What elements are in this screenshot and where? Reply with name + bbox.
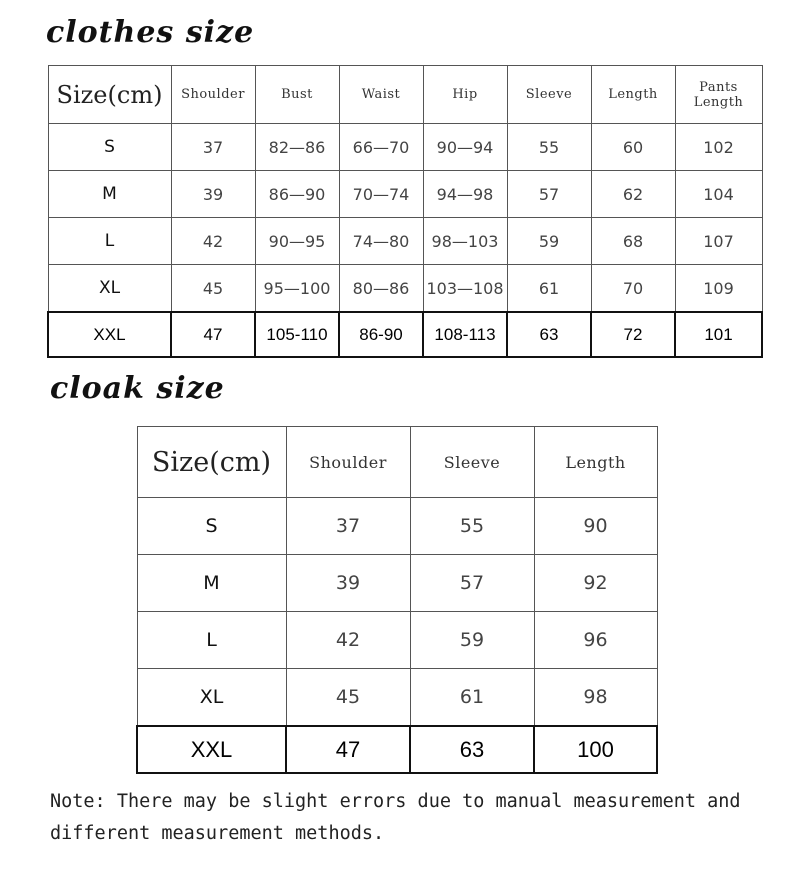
table-row: [48, 124, 762, 171]
table-cell: 98—103: [423, 218, 507, 265]
table-cell: 68: [591, 218, 675, 265]
table-cell: 103—108: [423, 265, 507, 313]
column-header: Shoulder: [286, 427, 410, 498]
table-cell: 101: [675, 312, 762, 357]
table-cell: 42: [286, 612, 410, 669]
table-cell: 70: [591, 265, 675, 313]
table-row: [137, 726, 657, 773]
column-header: Pants Length: [675, 66, 762, 124]
table-cell: 72: [591, 312, 675, 357]
table-cell: 109: [675, 265, 762, 313]
table-cell: XL: [48, 265, 171, 313]
table-cell: 37: [171, 124, 255, 171]
table-cell: 45: [286, 669, 410, 727]
table-cell: 86—90: [255, 171, 339, 218]
table-cell: 105-110: [255, 312, 339, 357]
table-cell: 107: [675, 218, 762, 265]
table-cell: 61: [410, 669, 534, 727]
table-cell: 59: [410, 612, 534, 669]
table-cell: 92: [534, 555, 657, 612]
table-cell: 57: [507, 171, 591, 218]
column-header: Shoulder: [171, 66, 255, 124]
column-header: Sleeve: [507, 66, 591, 124]
table-cell: S: [48, 124, 171, 171]
table-cell: 47: [171, 312, 255, 357]
table-row: [137, 669, 657, 727]
table-row: [137, 498, 657, 555]
table-cell: 100: [534, 726, 657, 773]
table-cell: 42: [171, 218, 255, 265]
table-row: [137, 555, 657, 612]
measurement-note: Note: There may be slight errors due to manual measurement and different measurement methods.: [50, 791, 741, 844]
table-cell: M: [137, 555, 286, 612]
table-cell: 39: [171, 171, 255, 218]
table-cell: 63: [507, 312, 591, 357]
table-cell: 57: [410, 555, 534, 612]
table-cell: 82—86: [255, 124, 339, 171]
column-header: Length: [534, 427, 657, 498]
table-cell: L: [137, 612, 286, 669]
table-header-row: [137, 427, 657, 498]
table-cell: XXL: [48, 312, 171, 357]
table-cell: 37: [286, 498, 410, 555]
column-header: Hip: [423, 66, 507, 124]
table-cell: 98: [534, 669, 657, 727]
table-header-row: [48, 66, 762, 124]
table-cell: M: [48, 171, 171, 218]
table-cell: 74—80: [339, 218, 423, 265]
table-cell: 90: [534, 498, 657, 555]
table-row: [48, 312, 762, 357]
table-row: [137, 612, 657, 669]
table-cell: 108-113: [423, 312, 507, 357]
cloak-size-title: cloak size: [50, 371, 225, 406]
table-cell: 47: [286, 726, 410, 773]
table-cell: 90—95: [255, 218, 339, 265]
table-cell: 62: [591, 171, 675, 218]
table-cell: 60: [591, 124, 675, 171]
table-cell: 95—100: [255, 265, 339, 313]
table-cell: 86-90: [339, 312, 423, 357]
table-row: [48, 171, 762, 218]
table-cell: 61: [507, 265, 591, 313]
table-cell: 45: [171, 265, 255, 313]
table-cell: 96: [534, 612, 657, 669]
table-cell: 55: [410, 498, 534, 555]
table-cell: S: [137, 498, 286, 555]
table-cell: XXL: [137, 726, 286, 773]
table-cell: 90—94: [423, 124, 507, 171]
table-cell: 66—70: [339, 124, 423, 171]
table-cell: 55: [507, 124, 591, 171]
table-cell: L: [48, 218, 171, 265]
table-cell: 70—74: [339, 171, 423, 218]
table-cell: 80—86: [339, 265, 423, 313]
table-cell: 39: [286, 555, 410, 612]
cloak-size-table: [136, 426, 658, 774]
table-cell: 102: [675, 124, 762, 171]
table-row: [48, 265, 762, 313]
table-cell: 63: [410, 726, 534, 773]
column-header: Size(cm): [48, 66, 171, 124]
table-row: [48, 218, 762, 265]
column-header: Sleeve: [410, 427, 534, 498]
table-cell: 94—98: [423, 171, 507, 218]
column-header: Bust: [255, 66, 339, 124]
clothes-size-title: clothes size: [46, 15, 255, 50]
table-cell: 59: [507, 218, 591, 265]
column-header: Length: [591, 66, 675, 124]
table-cell: 104: [675, 171, 762, 218]
column-header: Size(cm): [137, 427, 286, 498]
table-cell: XL: [137, 669, 286, 727]
column-header: Waist: [339, 66, 423, 124]
clothes-size-table: [47, 65, 763, 358]
